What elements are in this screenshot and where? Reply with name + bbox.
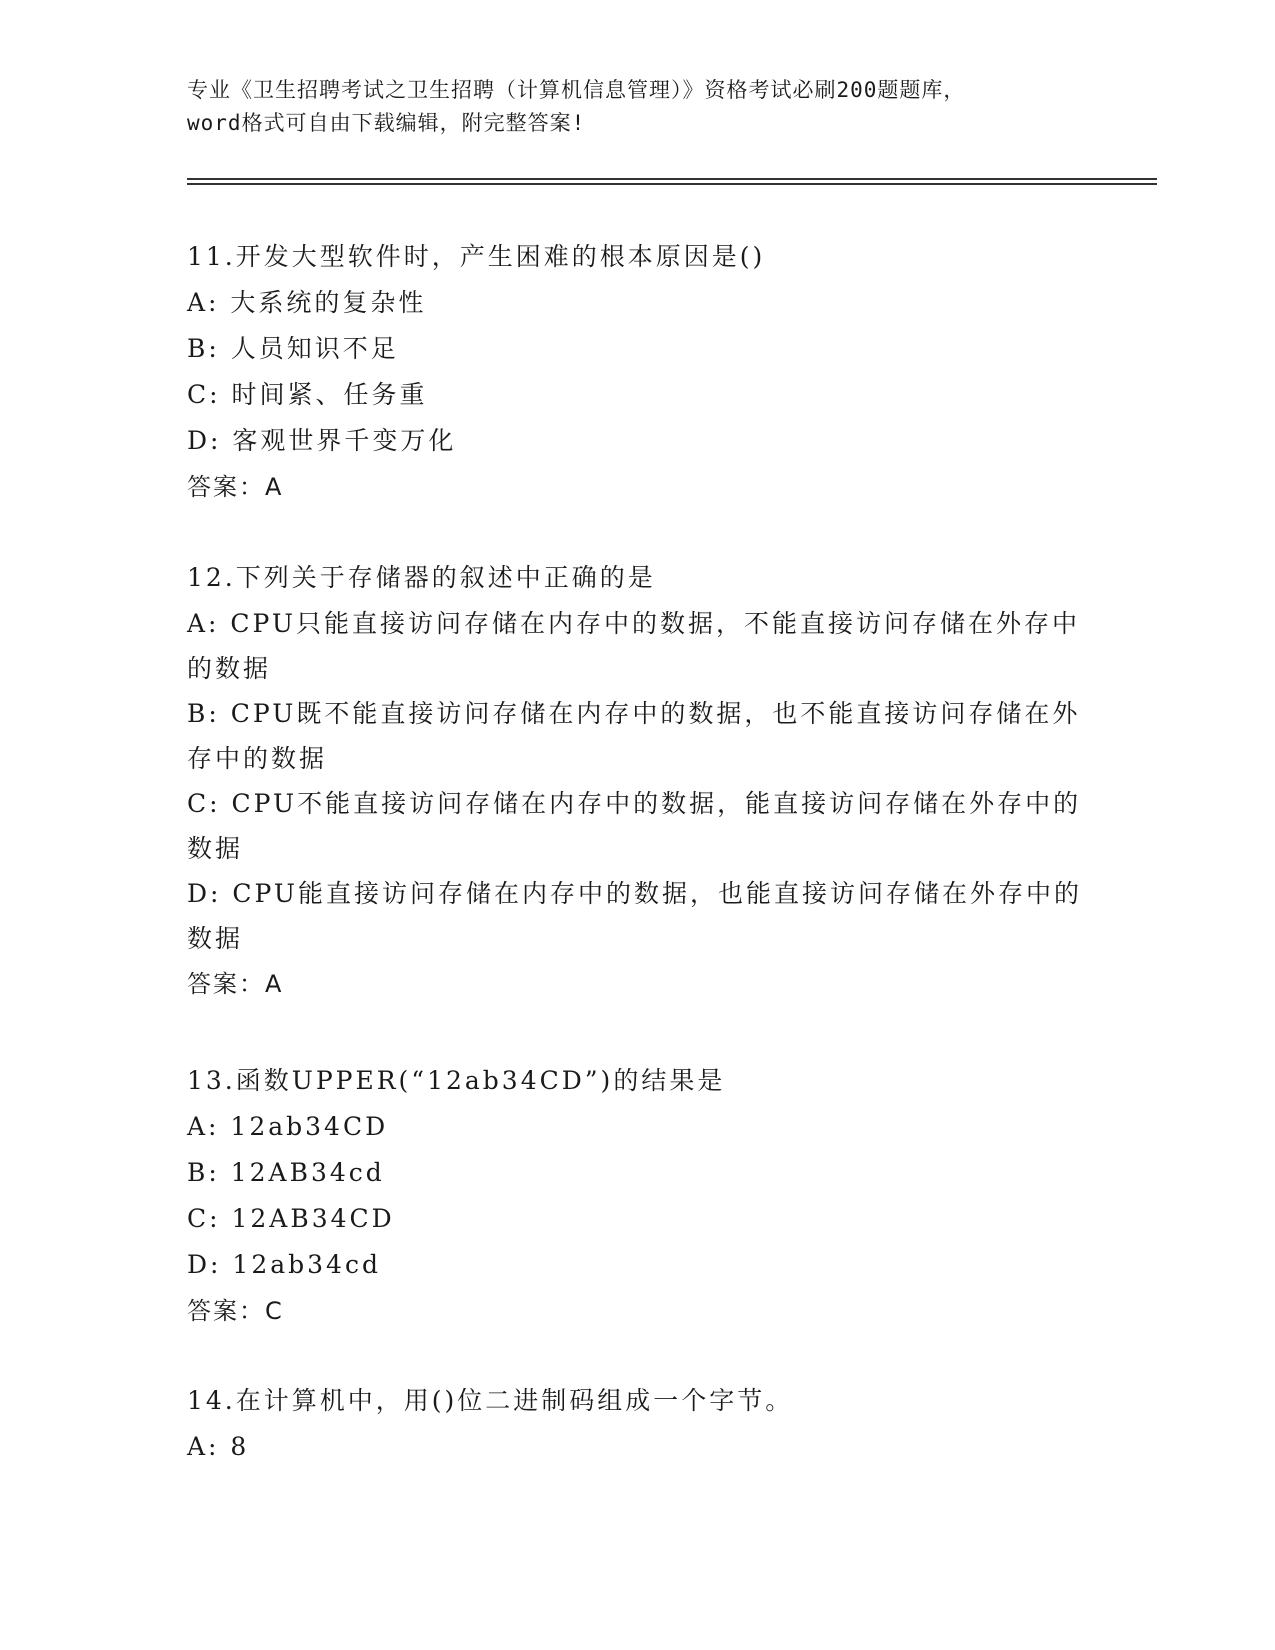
option-d: D: 12ab34cd <box>187 1250 381 1279</box>
answer-label: 答案：A <box>187 970 284 998</box>
option-d: D: CPU能直接访问存储在内存中的数据，也能直接访问存储在外存中的数据 <box>187 879 1082 953</box>
option-a: A: 8 <box>187 1432 250 1461</box>
header-line-2: word格式可自由下载编辑，附完整答案! <box>187 111 586 135</box>
option-b: B: 12AB34cd <box>187 1158 385 1187</box>
header-divider-bottom <box>187 183 1157 185</box>
question-13 <box>187 1058 1087 1334</box>
answer-label: 答案：A <box>187 473 284 501</box>
answer-label: 答案：C <box>187 1297 284 1325</box>
option-a: A: CPU只能直接访问存储在内存中的数据，不能直接访问存储在外存中的数据 <box>187 609 1081 683</box>
question-stem: 11.开发大型软件时，产生困难的根本原因是() <box>187 242 766 271</box>
header-divider-top <box>187 178 1157 180</box>
question-11 <box>187 234 1087 510</box>
option-b: B: CPU既不能直接访问存储在内存中的数据，也不能直接访问存储在外存中的数据 <box>187 699 1081 773</box>
question-14 <box>187 1378 1087 1470</box>
option-c: C: 时间紧、任务重 <box>187 380 428 409</box>
question-12 <box>187 555 1087 1007</box>
header-line-1: 专业《卫生招聘考试之卫生招聘（计算机信息管理）》资格考试必刷200题题库， <box>187 78 966 102</box>
document-header <box>187 74 1087 140</box>
option-b: B: 人员知识不足 <box>187 334 399 363</box>
option-c: C: 12AB34CD <box>187 1204 395 1233</box>
question-stem: 13.函数UPPER(“12ab34CD”)的结果是 <box>187 1066 726 1095</box>
option-a: A: 大系统的复杂性 <box>187 288 427 317</box>
option-a: A: 12ab34CD <box>187 1112 389 1141</box>
question-stem: 14.在计算机中，用()位二进制码组成一个字节。 <box>187 1386 794 1415</box>
question-stem: 12.下列关于存储器的叙述中正确的是 <box>187 563 656 592</box>
option-d: D: 客观世界千变万化 <box>187 426 457 455</box>
option-c: C: CPU不能直接访问存储在内存中的数据，能直接访问存储在外存中的数据 <box>187 789 1082 863</box>
